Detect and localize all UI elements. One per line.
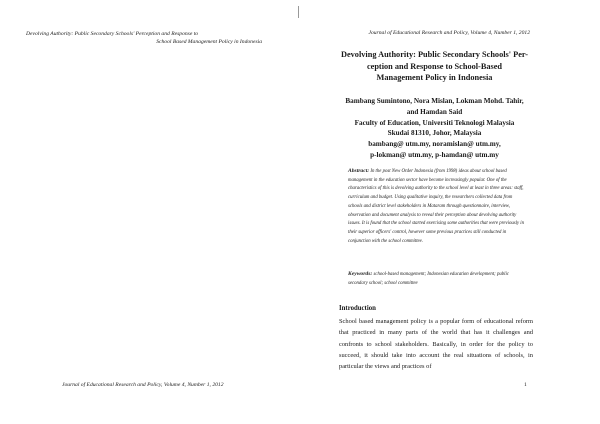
left-running-header	[26, 30, 262, 46]
title-line: Management Policy in Indonesia	[376, 73, 493, 83]
section-heading-introduction: Introduction	[339, 305, 376, 312]
email-line: bambang@ utm.my, noramislan@ utm.my,	[368, 140, 501, 149]
left-header-line1: Devolving Authority: Public Secondary Schools' Perception and Response to	[26, 31, 199, 37]
keywords-text: school-based management; Indonesian education development; public secondary school; school committee	[348, 272, 509, 286]
introduction-paragraph: School based management policy is a popular form of educational reform that practiced in many parts of the world that has it challenges and confronts to school stakeholders. Basically, in order for the policy to succeed, it should take into account the real situations of schools, in particular the views and practices of	[339, 318, 533, 371]
keywords	[348, 270, 524, 288]
email-line: p-lokman@ utm.my, p-hamdan@ utm.my	[370, 150, 499, 159]
author-line: and Hamdan Said	[406, 107, 463, 116]
title-line: ception and Response to School-Based	[366, 61, 503, 71]
left-running-footer: Journal of Educational Research and Policy, Volume 4, Number 1, 2012	[62, 382, 224, 388]
paper-title	[335, 49, 534, 84]
abstract-label: Abstract:	[348, 168, 370, 174]
author-line: Bambang Sumintono, Nora Mislan, Lokman Mohd. Tahir,	[345, 97, 524, 105]
page-divider	[298, 6, 299, 18]
page-number: 1	[524, 382, 527, 388]
address-line: Skudai 81310, Johor, Malaysia	[387, 129, 482, 138]
affiliation-line: Faculty of Education, Universiti Teknologi Malaysia	[354, 118, 515, 127]
left-page	[0, 0, 298, 424]
author-block	[335, 96, 534, 161]
keywords-label: Keywords:	[348, 271, 373, 277]
right-running-header: Journal of Educational Research and Policy, Volume 4, Number 1, 2012	[368, 30, 530, 36]
abstract-text: In the post New Order Indonesia (from 1998) ideas about school based management in the education sector have become increasingly popular. One of the characteristics of this is devolving authority to the school level at least in three areas: staff, curriculum and budget. Using qualitative inquiry, the researchers collected data from schools and district level stakeholders in Mataram through questionnaire, interview, observation and document analysis to reveal their perception about devolving authority issues. It is found that the school started exercising some authorities that were previously in their superior officers' control, however some previous practices still conducted in conjunction with the school committee.	[348, 169, 524, 244]
left-header-line2: School Based Management Policy in Indonesia	[156, 39, 262, 46]
abstract	[348, 167, 524, 246]
title-line: Devolving Authority: Public Secondary Schools' Per-	[340, 50, 529, 59]
